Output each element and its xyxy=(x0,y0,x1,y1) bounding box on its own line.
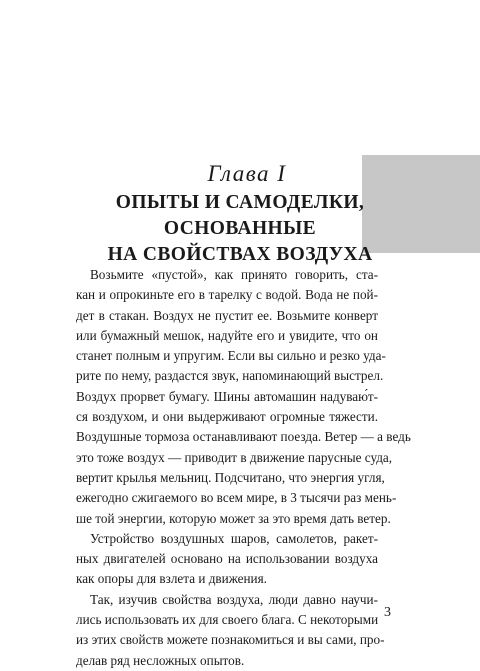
text-line: Так, изучив свойства воздуха, люди давно научи- xyxy=(90,591,378,607)
text-line: Устройство воздушных шаров, самолетов, ракет- xyxy=(90,530,378,546)
chapter-title xyxy=(100,190,380,268)
text-line: делав ряд несложных опытов. xyxy=(76,652,245,668)
text-line: кан и опрокиньте его в тарелку с водой. Вода не пой- xyxy=(76,287,378,303)
text-line: это тоже воздух — приводит в движение парусные суда, xyxy=(76,449,393,465)
text-line: вертит крылья мельниц. Подсчитано, что энергия угля, xyxy=(76,469,385,485)
text-line: как опоры для взлета и движения. xyxy=(76,571,267,587)
text-line: Возьмите «пустой», как принято говорить, ста- xyxy=(90,267,378,282)
chapter-title-line: ОПЫТЫ И САМОДЕЛКИ, xyxy=(115,192,365,213)
paragraph xyxy=(76,590,385,671)
chapter-title-line: ОСНОВАННЫЕ xyxy=(163,218,317,239)
text-line: ся воздухом, и они выдерживают огромные тяжести. xyxy=(76,409,378,425)
chapter-label: Глава I xyxy=(207,161,287,186)
chapter-title-line: НА СВОЙСТВАХ ВОЗДУХА xyxy=(107,244,373,265)
text-line: рите по нему, раздастся звук, напоминающий выстрел. xyxy=(76,368,384,384)
text-line: из этих свойств можете познакомиться и вы сами, про- xyxy=(76,632,385,648)
text-line: лись использовать их для своего блага. С некоторыми xyxy=(76,612,379,628)
text-line: ежегодно сжигаемого во всем мире, в 3 тысячи раз мень- xyxy=(76,490,397,506)
text-line: станет полным и упругим. Если вы сильно и резко уда- xyxy=(76,348,386,364)
text-line: дет в стакан. Воздух не пустит ее. Возьмите конверт xyxy=(76,307,378,323)
paragraph xyxy=(76,265,411,529)
text-line: ше той энергии, которую может за это время дать ветер. xyxy=(76,510,391,526)
text-line: или бумажный мешок, надуйте его и увидите, что он xyxy=(76,327,378,343)
text-line: Воздух прорвет бумагу. Шины автомашин надуваю́т- xyxy=(76,388,378,404)
body-text xyxy=(76,265,411,671)
text-line: Воздушные тормоза останавливают поезда. Ветер — а ведь xyxy=(76,429,411,445)
chapter-header xyxy=(100,160,380,268)
page-number: 3 xyxy=(384,605,391,620)
paragraph xyxy=(76,529,378,590)
text-line: ных двигателей основано на использовании воздуха xyxy=(76,551,378,567)
